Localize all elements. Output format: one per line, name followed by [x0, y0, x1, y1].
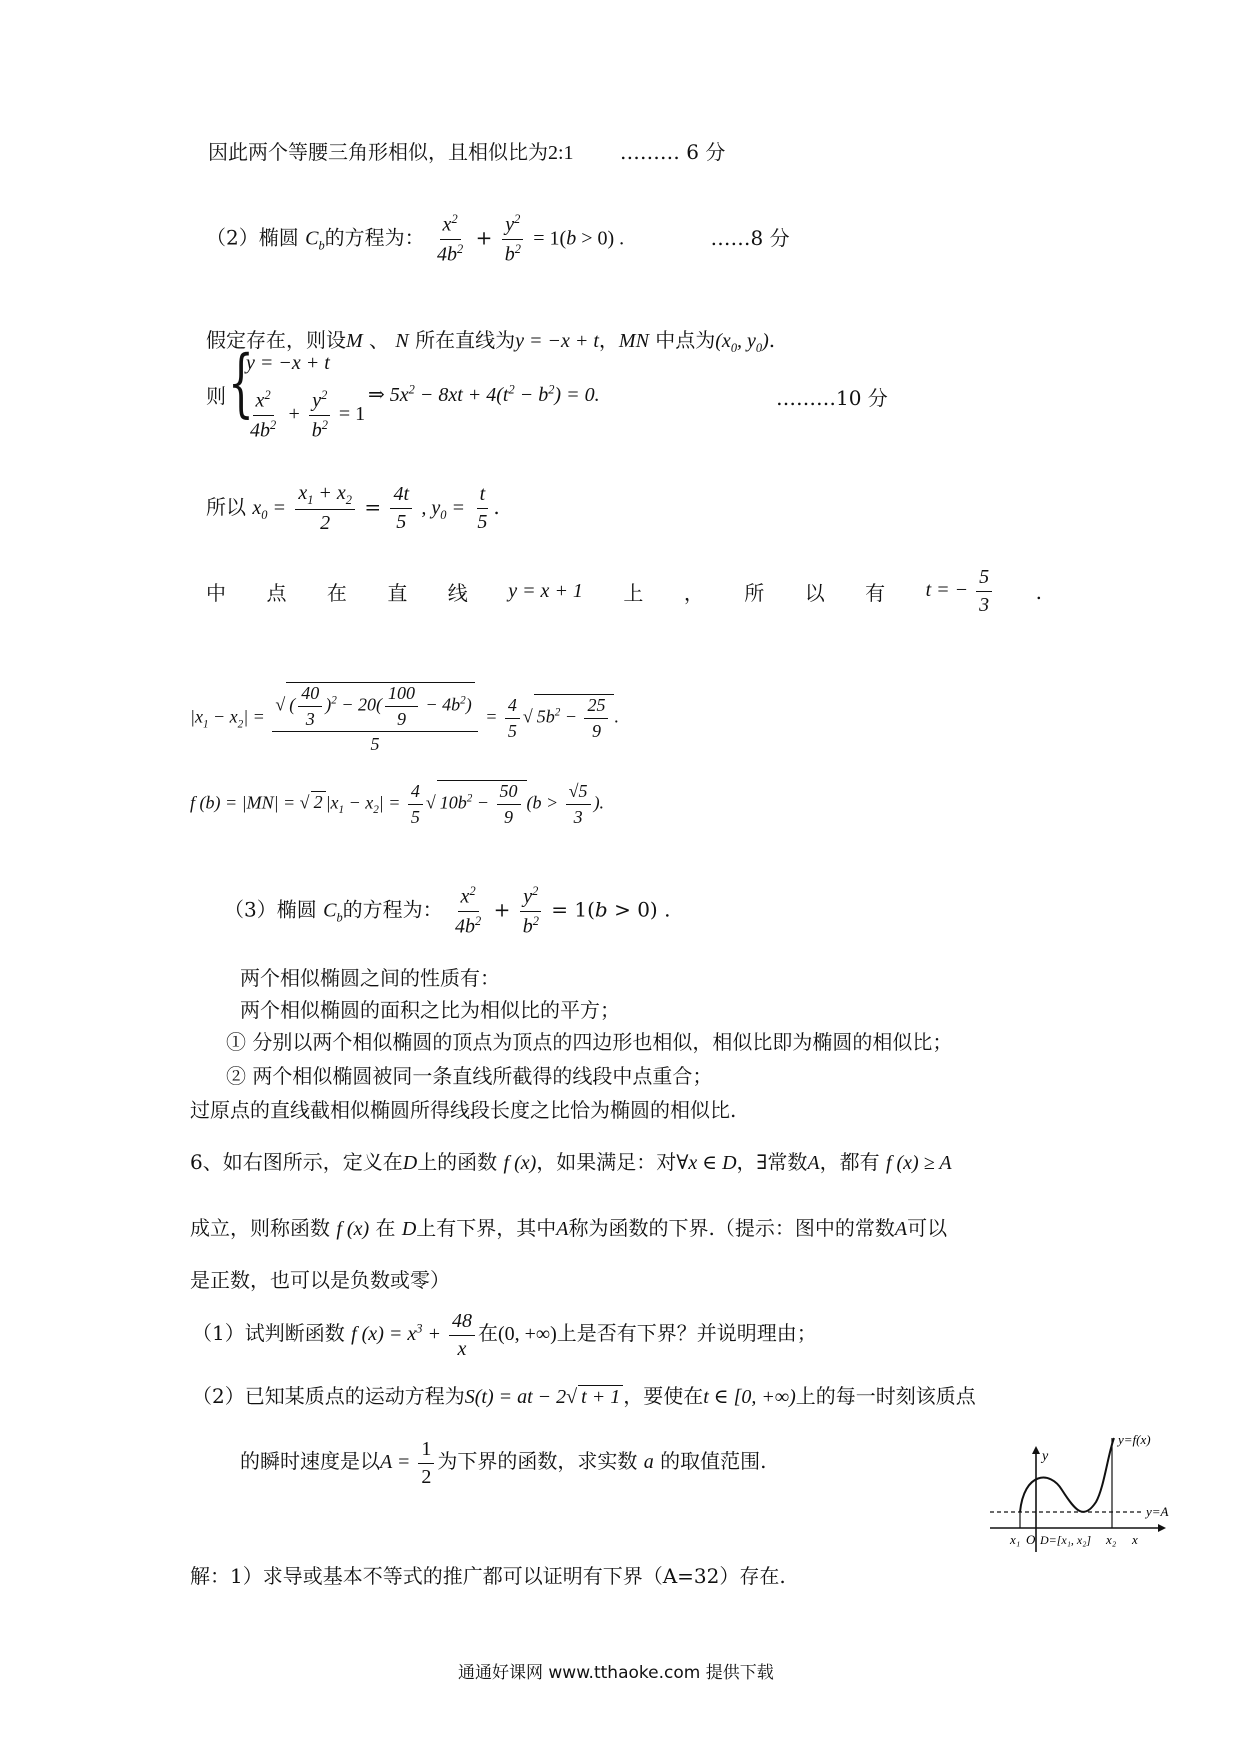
score-10: ………10 分: [776, 386, 888, 410]
line-abs-difference: $|x_1 - x_2|$ = √ ( $\frac{40}{3}$ )$^2$ − 20( $\frac{100}{9}$ − $4b^2$) 5 = $\frac{4}{5}$ √ $5b^2$ − $\frac{25}{9}$ .: [190, 683, 619, 755]
score-8: ……8 分: [710, 225, 790, 250]
label-x2: x₂: [1106, 1532, 1117, 1547]
label-A: y=A: [1146, 1504, 1169, 1519]
score-6: ……… 6 分: [619, 140, 726, 164]
q6-part-1: （1）试判断函数 f $(x) = x^3$ + $\frac{48}{x}$ 在(0, +∞)上是否有下界？并说明理由；: [192, 1310, 817, 1360]
line-similarity-ratio: 因此两个等腰三角形相似，且相似比为2:1 ……… 6 分: [208, 140, 726, 164]
line-ellipse-equation-2: （2）椭圆 $C_b$的方程为： $\frac{x^2}{4b^2}$ + $\frac{y^2}{b^2}$ = 1(b > 0) . ……8 分: [206, 212, 790, 266]
system-brace: {: [228, 340, 254, 426]
line-f-of-b: f (b) = |MN| = √ 2 $|x_1 - x_2|$ = $\frac{4}{5}$ √ $10b^2$ − $\frac{50}{9}$ (b > $\frac{√5}{3}$ ).: [190, 781, 605, 827]
q6-part-2: （2）已知某质点的运动方程为S(t) = at − 2√ t + 1 ，要使在t ∈ [0, +∞)上的每一时刻该质点: [192, 1384, 976, 1408]
property-midpoint: ② 两个相似椭圆被同一条直线所截得的线段中点重合；: [226, 1064, 713, 1088]
label-y: y: [1042, 1449, 1049, 1464]
label-fx: y=f(x): [1118, 1432, 1151, 1447]
system-line-1: y = −x + t: [246, 352, 330, 374]
label-D: D=[x₁, x₂]: [1040, 1533, 1092, 1547]
line-then-label: 则: [206, 384, 226, 408]
property-quadrilateral: ① 分别以两个相似椭圆的顶点为顶点的四边形也相似，相似比即为椭圆的相似比；: [226, 1030, 953, 1054]
fraction-x2-4b2: $\frac{x^2}{4b^2}$: [437, 212, 464, 266]
page-footer: 通通好课网 www.tthaoke.com 提供下载: [458, 1663, 774, 1683]
derived-quadratic: ⇒ $5x^2 - 8xt + 4(t^2 - b^2) = 0$.: [368, 382, 600, 406]
label-x: x: [1132, 1532, 1138, 1547]
q6-line-2: 成立，则称函数 f (x) 在 D上有下界，其中A称为函数的下界.（提示：图中的常数A可以: [190, 1216, 948, 1240]
q6-line-3: 是正数，也可以是负数或零）: [190, 1268, 450, 1292]
line-ellipse-equation-3: （3）椭圆 $C_b$的方程为： $\frac{x^2}{4b^2}$ + $\frac{y^2}{b^2}$ = 1(b > 0) .: [224, 884, 671, 938]
properties-intro: 两个相似椭圆之间的性质有：: [240, 966, 500, 990]
line-assume-exists: 假定存在，则设M 、 N 所在直线为y = −x + t，MN 中点为($x_0$, $y_0$).: [206, 328, 776, 355]
fraction-y2-b2: $\frac{y^2}{b^2}$: [502, 212, 524, 266]
q6-part-2-cont: 的瞬时速度是以A = $\frac{1}{2}$ 为下界的函数，求实数 a 的取值范围.: [240, 1438, 767, 1488]
property-segment-length: 过原点的直线截相似椭圆所得线段长度之比恰为椭圆的相似比.: [190, 1098, 737, 1122]
q6-line-1: 6、如右图所示，定义在D上的函数 f (x)，如果满足：对∀x ∈ D，∃常数A，都有 f (x) ≥ A: [190, 1150, 952, 1174]
line-midpoint-on-line: 中 点 在 直 线 y = x + 1 上 ， 所 以 有 t = − $\frac{5}{3}$ .: [206, 566, 1042, 616]
system-line-2: $\frac{x^2}{4b^2}$ + $\frac{y^2}{b^2}$ = 1: [250, 388, 366, 442]
property-area: 两个相似椭圆的面积之比为相似比的平方；: [240, 998, 620, 1022]
label-x1: x₁: [1010, 1532, 1021, 1547]
lower-bound-figure: [980, 1432, 1170, 1582]
solution-line: 解：1）求导或基本不等式的推广都可以证明有下界（A=32）存在.: [190, 1564, 786, 1588]
line-midpoint-values: 所以 $x_0$ = $\frac{x_1 + x_2}{2}$ = $\frac{4t}{5}$ , $y_0$ = $\frac{t}{5}$ .: [206, 482, 500, 535]
label-O: O: [1026, 1532, 1036, 1547]
